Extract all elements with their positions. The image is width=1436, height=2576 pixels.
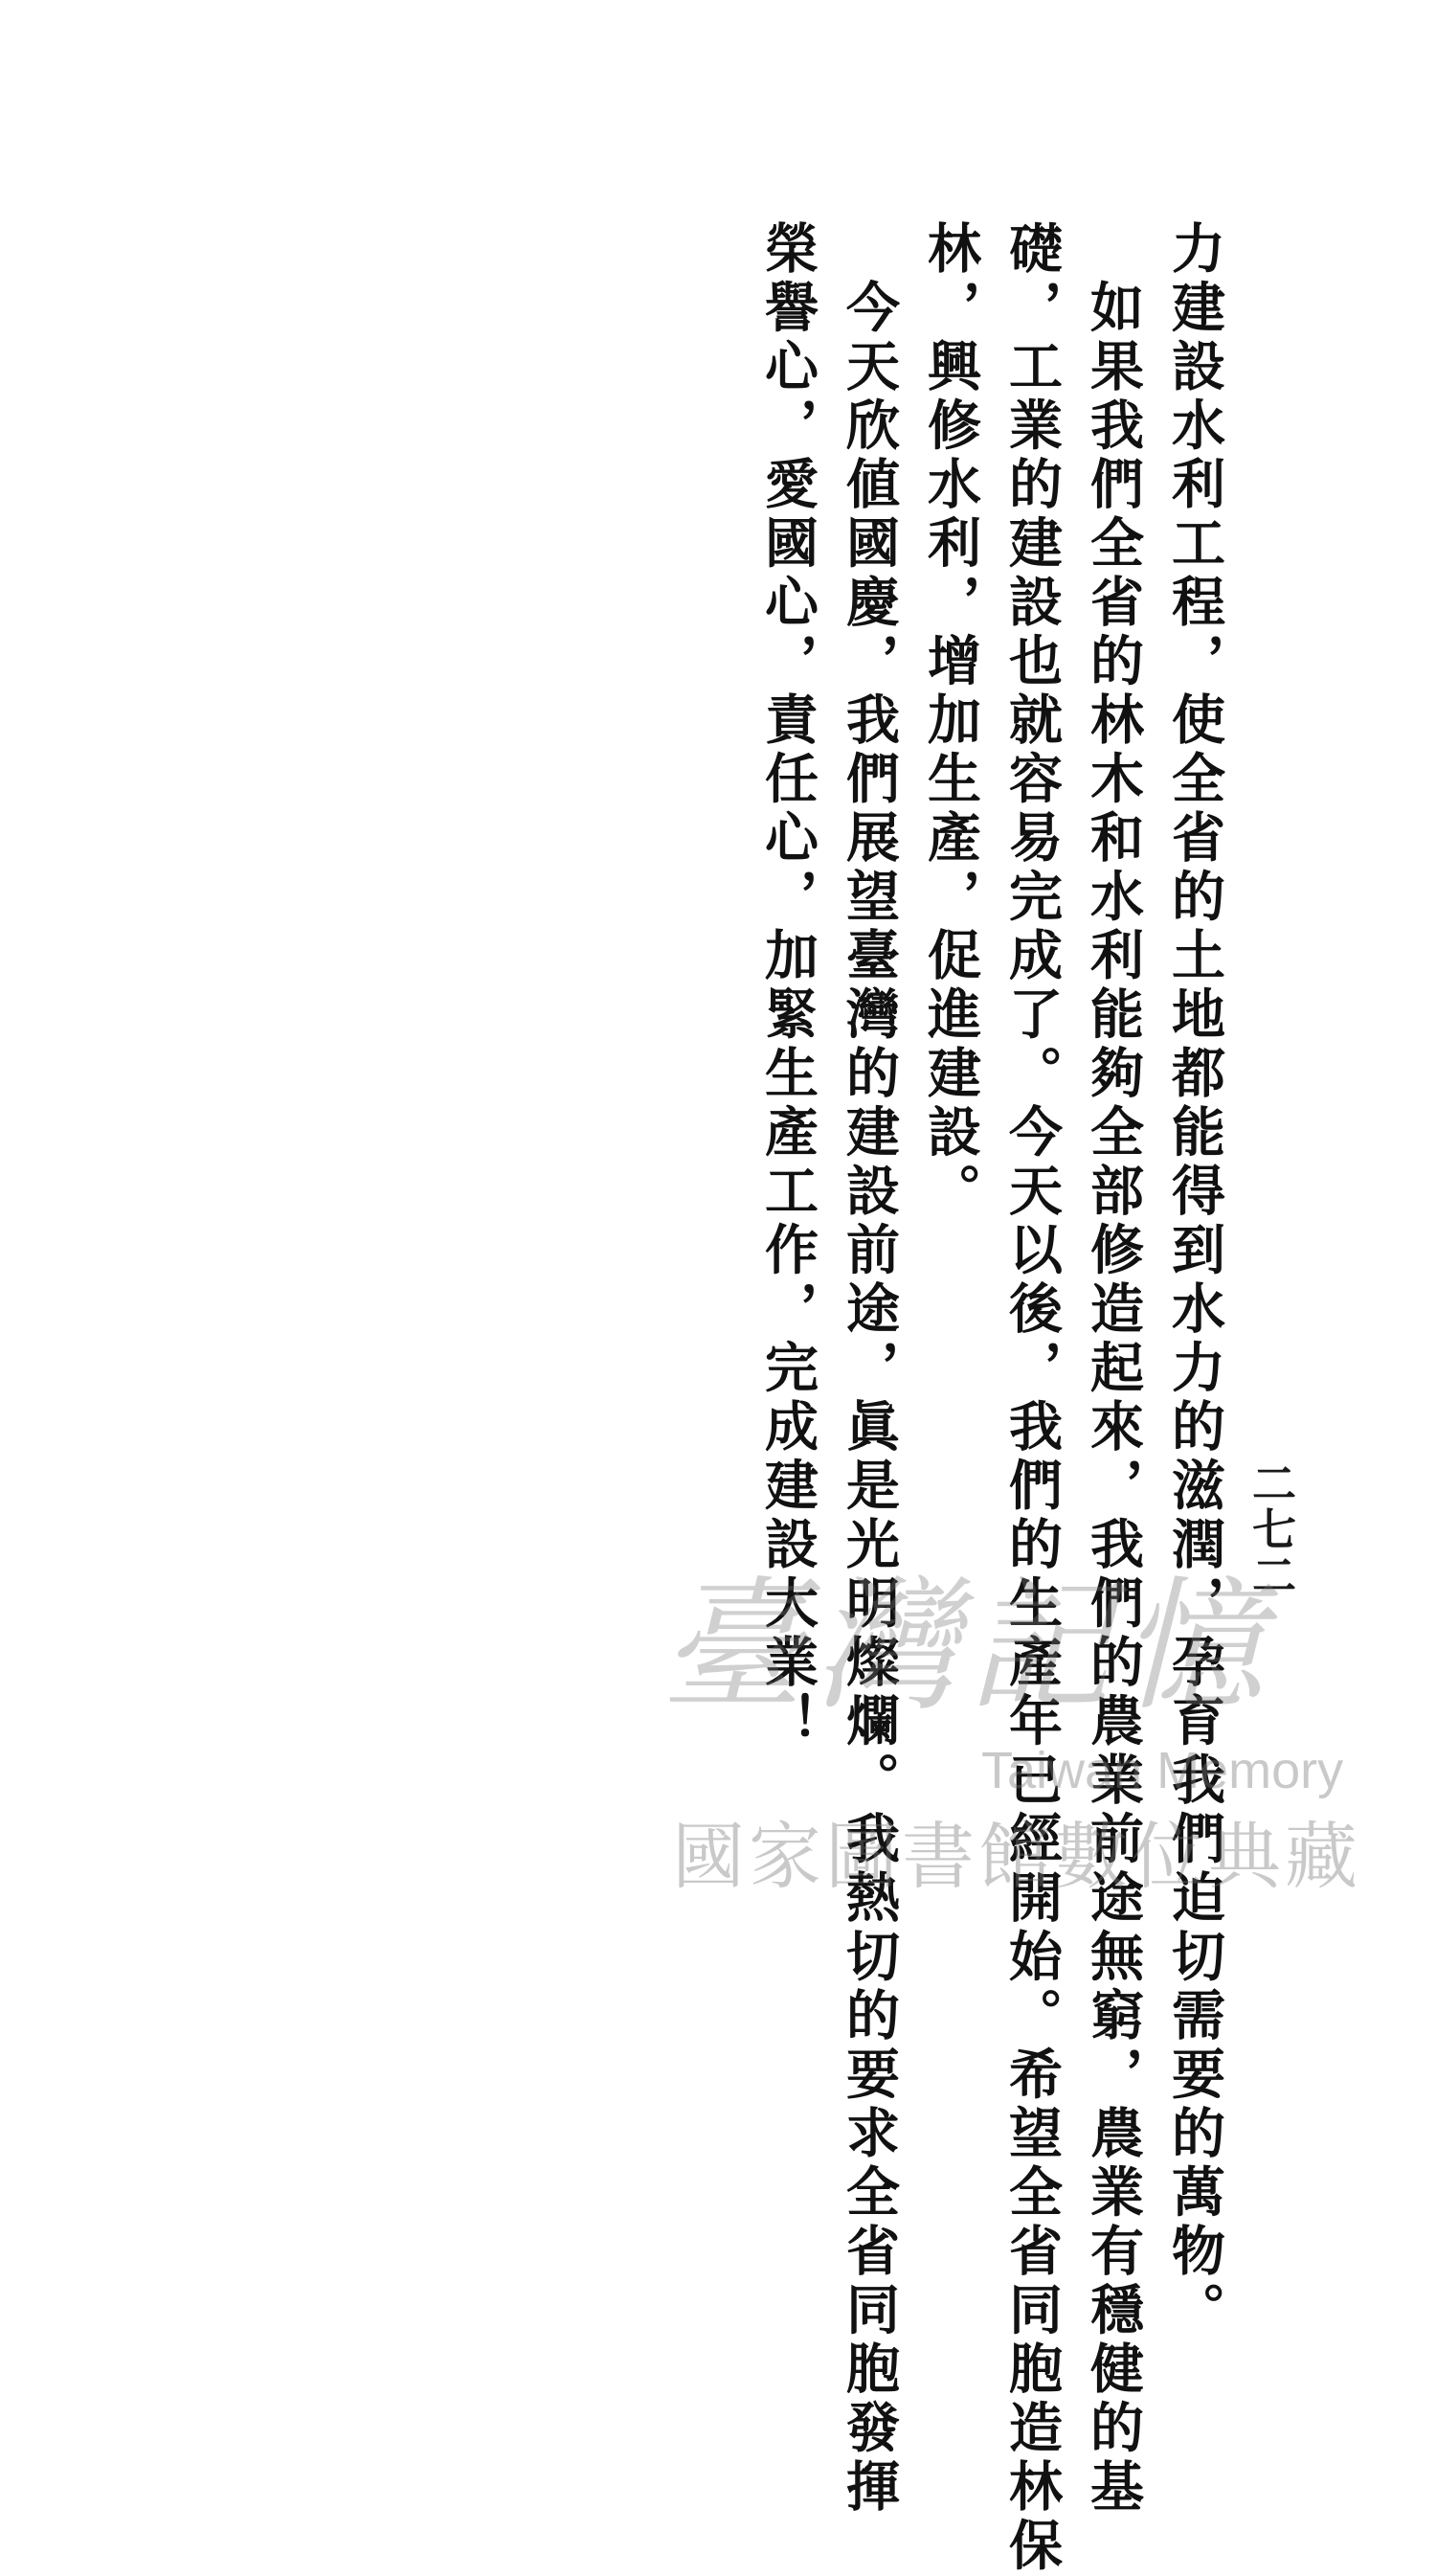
watermark-library: 國家圖書館數位典藏 (672, 1817, 1361, 1898)
page-number: 二七二 (1245, 1460, 1297, 1598)
text-column-4: 林，興修水利，增加生產，促進建設。 (919, 220, 982, 1222)
text-column-2: 如果我們全省的林木和水利能夠全部修造起來，我們的農業前途無窮，農業有穩健的基 (1082, 220, 1145, 2518)
text-column-1: 力建設水利工程，使全省的土地都能得到水力的滋潤，孕育我們迫切需要的萬物。 (1163, 220, 1226, 2340)
text-column-6: 榮譽心，愛國心，責任心，加緊生產工作，完成建設大業！ (756, 220, 819, 1751)
watermark-calligraphy: 臺灣記憶 (661, 1564, 1274, 1730)
watermark-english: Taiwan Memory (981, 1742, 1344, 1799)
text-column-3: 礎，工業的建設也就容易完成了。今天以後，我們的生產年已經開始。希望全省同胞造林保 (1000, 220, 1064, 2576)
text-column-5: 今天欣値國慶，我們展望臺灣的建設前途，眞是光明燦爛。我熱切的要求全省同胞發揮 (838, 220, 901, 2518)
